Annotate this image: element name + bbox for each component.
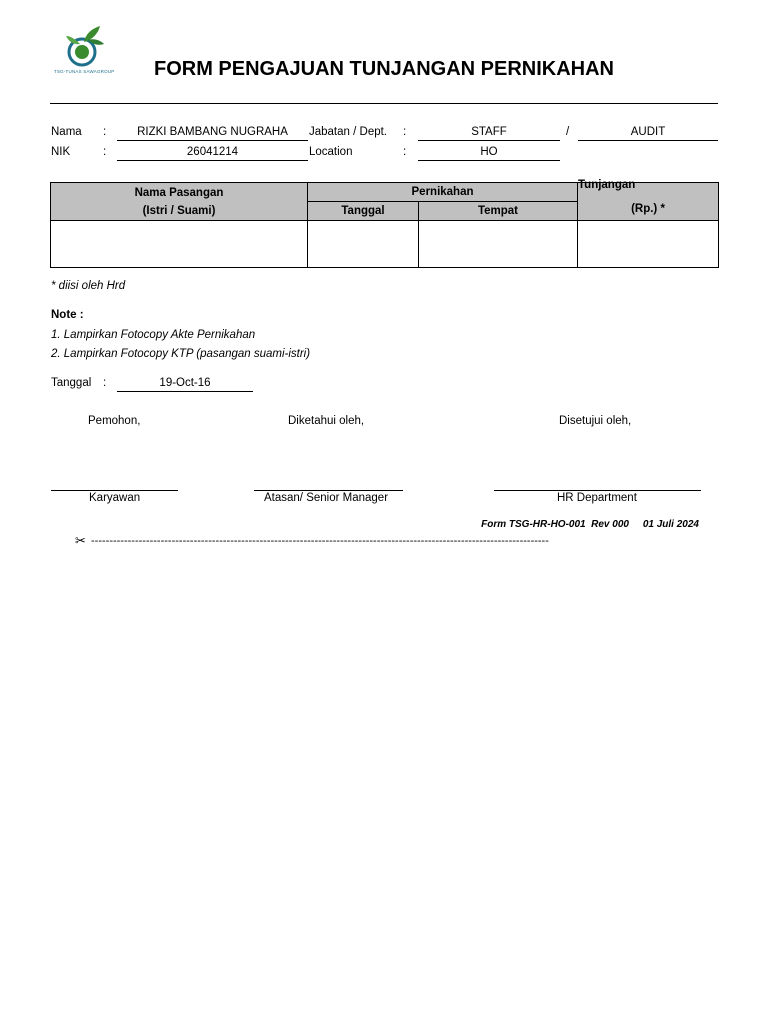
table-header-row bbox=[51, 183, 719, 202]
date-field[interactable]: 19-Oct-16 bbox=[117, 376, 253, 392]
nama-field[interactable]: RIZKI BAMBANG NUGRAHA bbox=[117, 125, 308, 141]
col-nama-line2: (Istri / Suami) bbox=[142, 204, 216, 217]
title-divider bbox=[50, 103, 718, 104]
nik-colon: : bbox=[103, 146, 107, 158]
jabatan-label: Jabatan / Dept. bbox=[309, 126, 387, 138]
sig-pemohon-label: Pemohon, bbox=[88, 415, 141, 427]
location-colon: : bbox=[403, 146, 407, 158]
sig-karyawan: Karyawan bbox=[89, 492, 141, 504]
date-label: Tanggal bbox=[51, 377, 92, 389]
col-nama-pasangan bbox=[51, 183, 308, 221]
col-nama-line1: Nama Pasangan bbox=[134, 186, 224, 199]
footnote: * diisi oleh Hrd bbox=[51, 280, 126, 292]
cell-tanggal[interactable] bbox=[308, 221, 419, 268]
nik-label: NIK bbox=[51, 146, 71, 158]
scissors-icon: ✂ bbox=[75, 533, 86, 548]
sig-disetujui-label: Disetujui oleh, bbox=[559, 415, 632, 427]
sig-hr: HR Department bbox=[557, 492, 637, 504]
form-code: Form TSG-HR-HO-001 Rev 000 01 Juli 2024 bbox=[481, 519, 699, 530]
spouse-table bbox=[50, 178, 719, 268]
cell-nama-pasangan[interactable] bbox=[51, 221, 308, 268]
sig-line-atasan bbox=[254, 490, 403, 491]
col-tunjangan-line1: Tunjangan bbox=[578, 178, 636, 191]
jabatan-colon: : bbox=[403, 126, 407, 138]
jabatan-field[interactable]: STAFF bbox=[418, 125, 560, 141]
sig-diketahui-label: Diketahui oleh, bbox=[288, 415, 365, 427]
sig-line-hr bbox=[494, 490, 701, 491]
note-item-1: 1. Lampirkan Fotocopy Akte Pernikahan bbox=[51, 329, 256, 341]
col-tanggal: Tanggal bbox=[308, 202, 419, 221]
col-tunjangan-line2: (Rp.) * bbox=[631, 202, 665, 215]
dept-field[interactable]: AUDIT bbox=[578, 125, 718, 141]
table-row bbox=[51, 221, 719, 268]
note-title: Note : bbox=[51, 309, 84, 321]
location-label: Location bbox=[309, 146, 353, 158]
sig-line-karyawan bbox=[51, 490, 178, 491]
col-pernikahan: Pernikahan bbox=[308, 183, 578, 202]
nik-field[interactable]: 26041214 bbox=[117, 145, 308, 161]
nama-colon: : bbox=[103, 126, 107, 138]
sig-atasan: Atasan/ Senior Manager bbox=[264, 492, 389, 504]
jabatan-dept-separator: / bbox=[566, 126, 570, 138]
cell-tunjangan[interactable] bbox=[578, 221, 719, 268]
col-tempat: Tempat bbox=[419, 202, 578, 221]
date-colon: : bbox=[103, 377, 107, 389]
cut-line: ----------------------------------------------------------------------------------------------------------------------------- bbox=[91, 535, 549, 547]
cell-tempat[interactable] bbox=[419, 221, 578, 268]
page-title: FORM PENGAJUAN TUNJANGAN PERNIKAHAN bbox=[153, 58, 615, 80]
logo-text: TSG-TUNAS SAWAGROUP bbox=[54, 69, 115, 74]
note-item-2: 2. Lampirkan Fotocopy KTP (pasangan suami-istri) bbox=[51, 348, 311, 360]
location-field[interactable]: HO bbox=[418, 145, 560, 161]
col-tunjangan bbox=[578, 178, 719, 221]
nama-label: Nama bbox=[51, 126, 82, 138]
